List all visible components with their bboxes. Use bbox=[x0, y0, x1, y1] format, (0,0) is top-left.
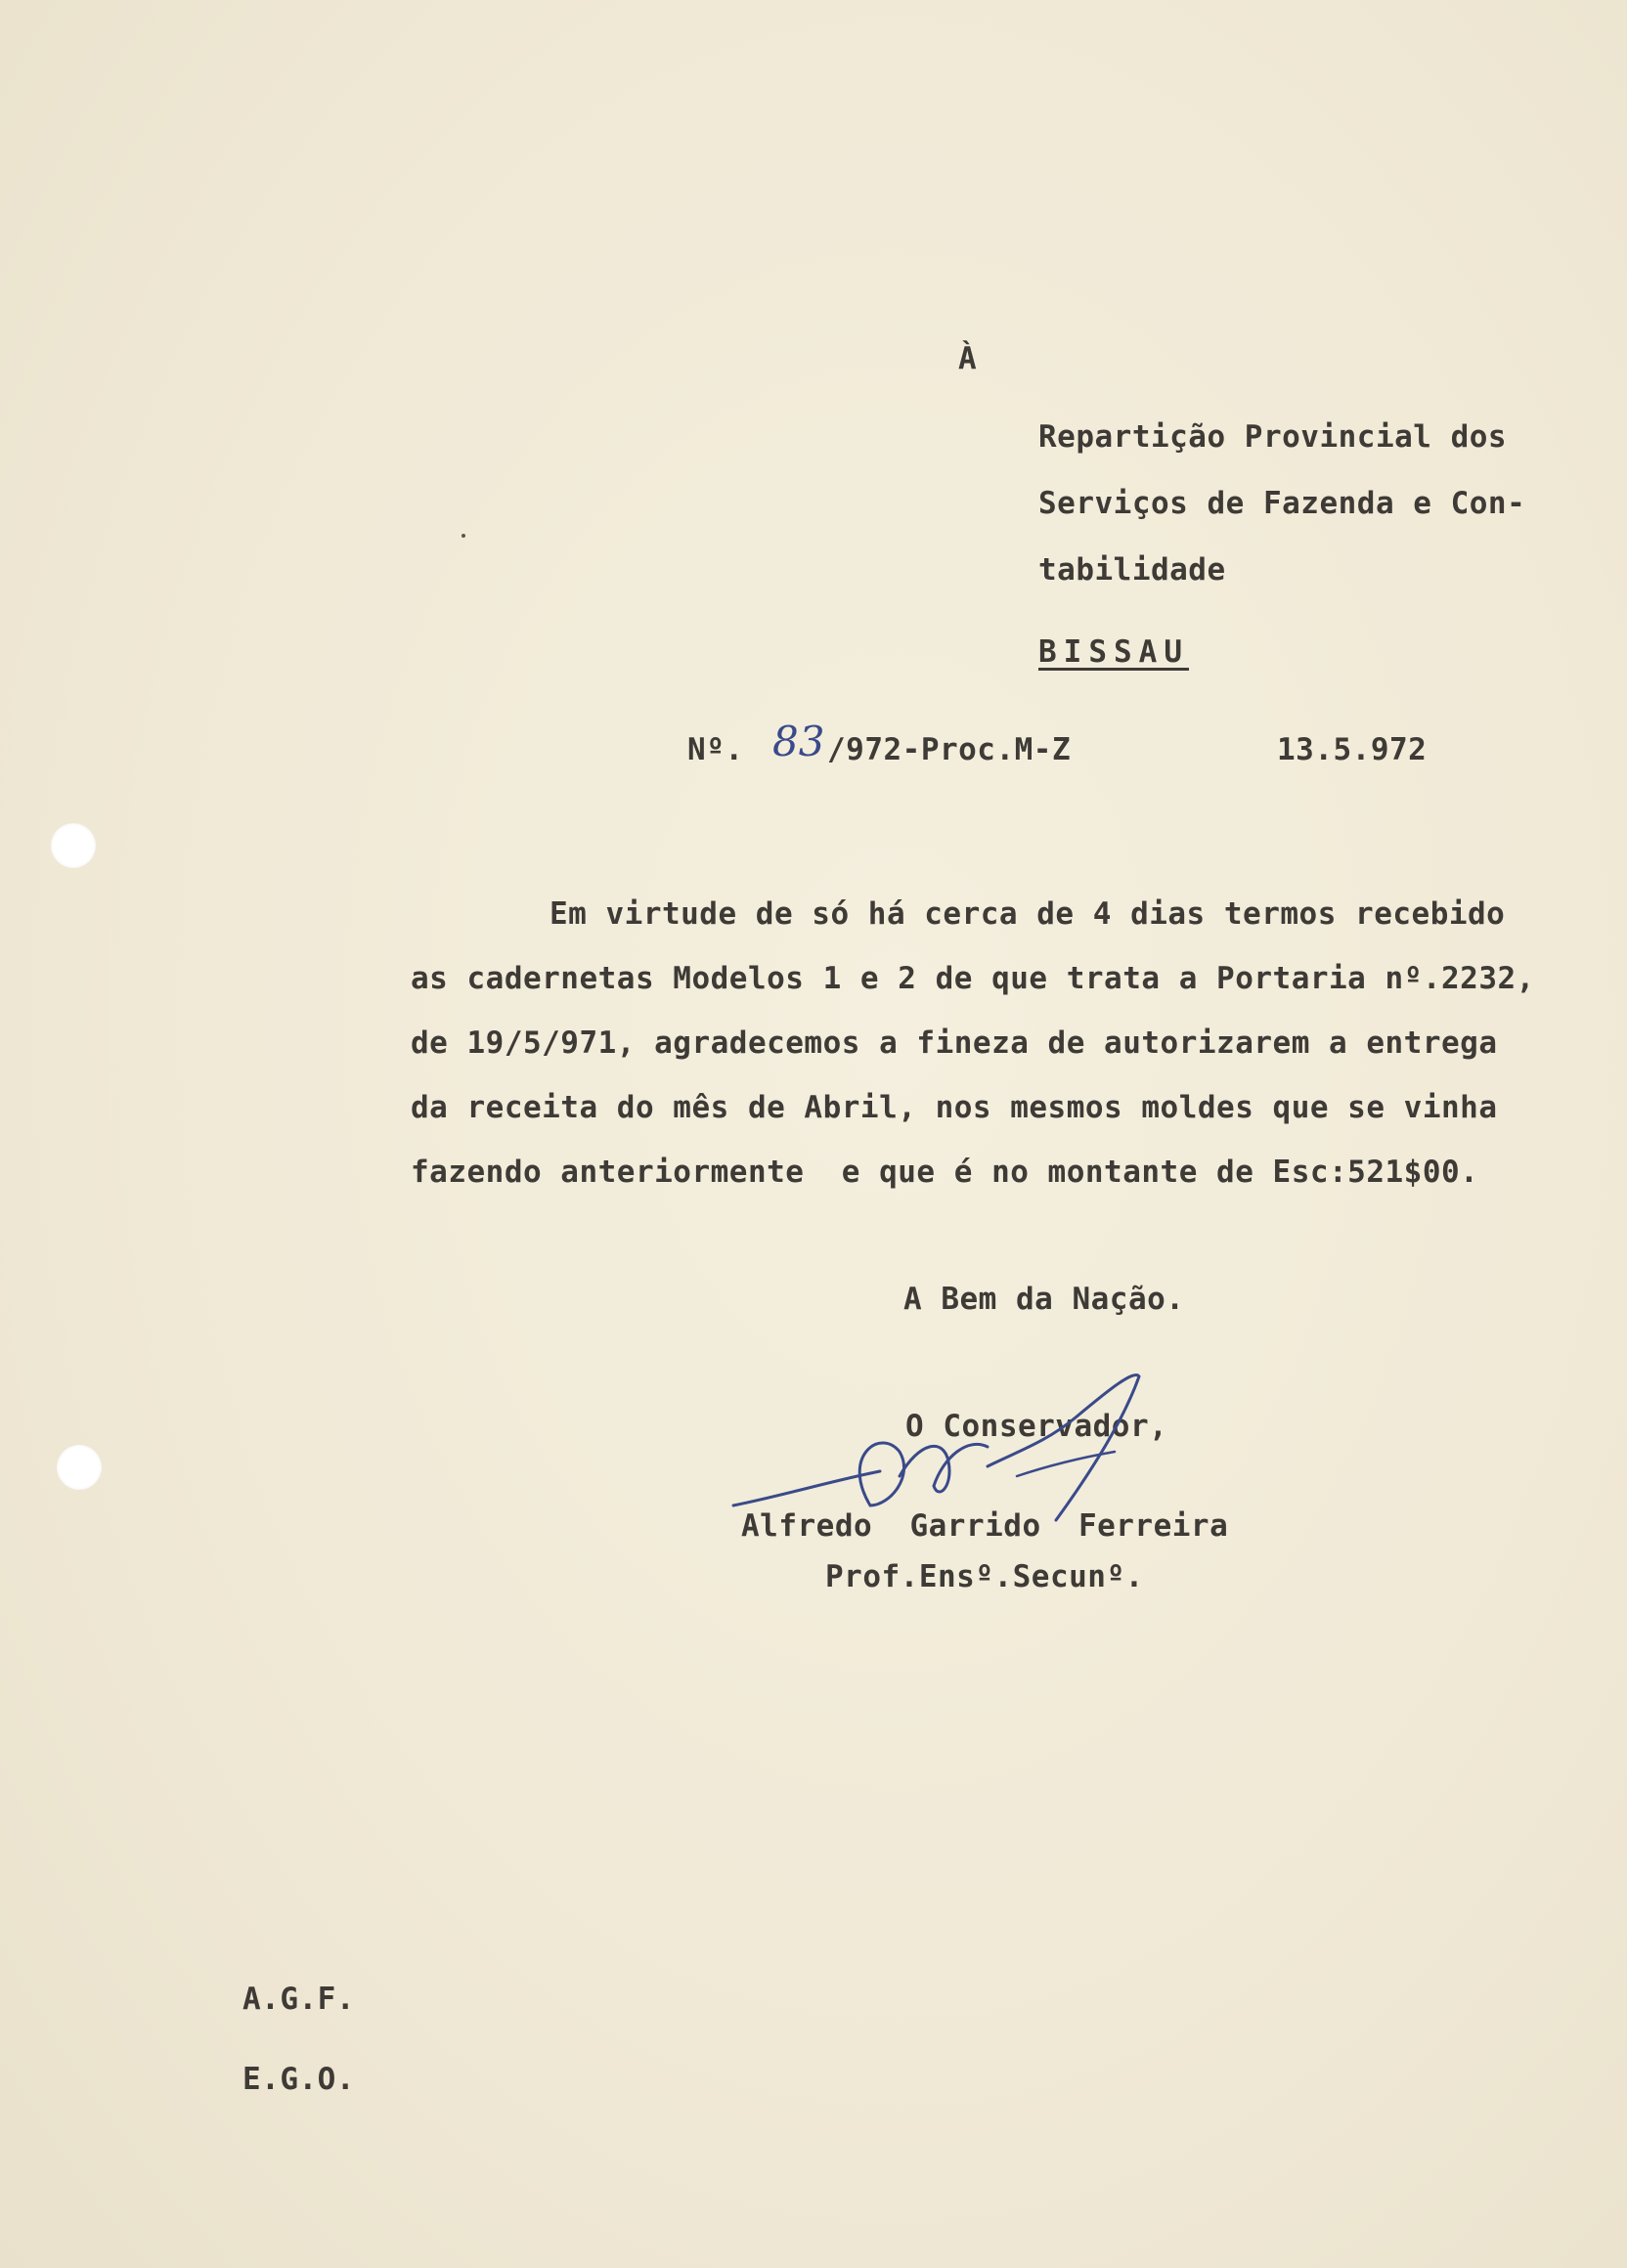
body-line-2: as cadernetas Modelos 1 e 2 de que trata a Portaria nº.2232, bbox=[411, 961, 1535, 996]
body-line-3: de 19/5/971, agradecemos a fineza de autorizarem a entrega bbox=[411, 1025, 1498, 1061]
reference-suffix: /972-Proc.M-Z bbox=[827, 732, 1072, 767]
signatory-position: Prof.Ensº.Secunº. bbox=[825, 1559, 1144, 1594]
recipient-prefix: À bbox=[958, 341, 978, 376]
handwritten-signature bbox=[724, 1359, 1252, 1554]
punch-hole-bottom bbox=[57, 1445, 102, 1490]
initials-1: A.G.F. bbox=[242, 1982, 355, 2017]
initials-2: E.G.O. bbox=[242, 2062, 355, 2097]
recipient-line-2: Serviços de Fazenda e Con- bbox=[1038, 486, 1526, 521]
ink-speck bbox=[462, 534, 465, 538]
recipient-city: BISSAU bbox=[1038, 634, 1189, 670]
recipient-line-1: Repartição Provincial dos bbox=[1038, 419, 1508, 455]
body-line-5: fazendo anteriormente e que é no montante de Esc:521$00. bbox=[411, 1155, 1479, 1190]
body-line-4: da receita do mês de Abril, nos mesmos moldes que se vinha bbox=[411, 1090, 1498, 1125]
closing-salutation: A Bem da Nação. bbox=[903, 1282, 1185, 1317]
punch-hole-top bbox=[51, 823, 96, 868]
reference-prefix: Nº. bbox=[687, 732, 744, 767]
body-line-1: Em virtude de só há cerca de 4 dias termos recebido bbox=[550, 896, 1506, 932]
reference-number-handwritten: 83 bbox=[772, 718, 825, 765]
recipient-line-3: tabilidade bbox=[1038, 552, 1226, 588]
signatory-title: O Conservador, bbox=[905, 1409, 1168, 1444]
reference-date: 13.5.972 bbox=[1277, 732, 1428, 767]
signatory-name: Alfredo Garrido Ferreira bbox=[741, 1508, 1229, 1544]
